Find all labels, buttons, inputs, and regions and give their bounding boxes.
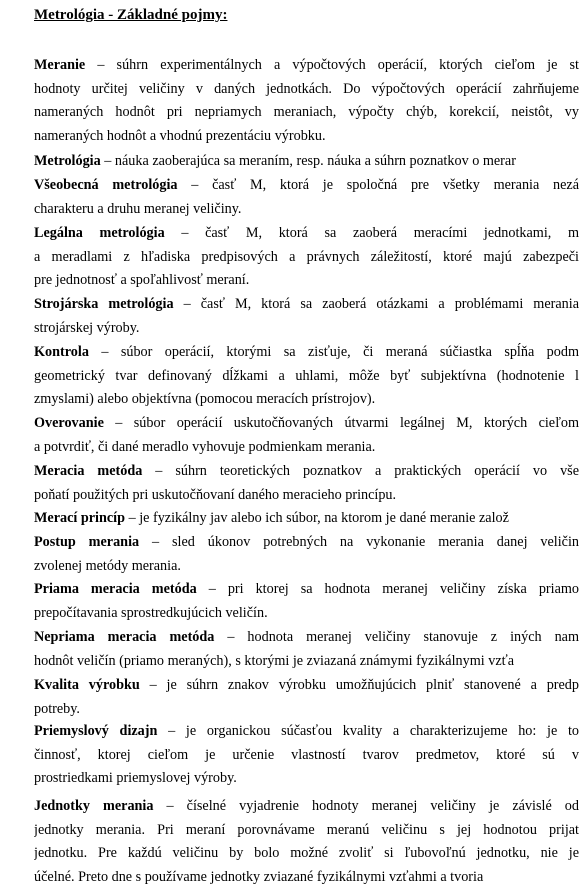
definition-entry bbox=[34, 150, 579, 174]
definition-line bbox=[34, 198, 579, 222]
definition-entry bbox=[34, 507, 579, 531]
definition-text: pre jednotnosť a spoľahlivosť meraní. bbox=[34, 272, 250, 288]
definition-text: prostriedkami priemyslovej výroby. bbox=[34, 770, 237, 786]
definition-line bbox=[34, 531, 579, 555]
definition-text: – časť M, ktorá je spoločná pre všetky merania nezá bbox=[177, 177, 579, 193]
definition-entry bbox=[34, 795, 579, 889]
definition-entry bbox=[34, 341, 579, 412]
definition-text: zmyslami) alebo objektívna (pomocou meracích prístrojov). bbox=[34, 391, 376, 407]
definition-entry bbox=[34, 174, 579, 221]
definition-line bbox=[34, 293, 579, 317]
definition-text: prepočítavania sprostredkujúcich veličín. bbox=[34, 604, 268, 621]
definition-line bbox=[34, 842, 579, 866]
definition-text: hodnoty určitej veličiny v daných jednotkách. Do výpočtových operácií zahrňujeme bbox=[34, 80, 579, 97]
definition-text: – časť M, ktorá sa zaoberá meracími jednotkami, m bbox=[164, 225, 579, 241]
definition-line bbox=[34, 269, 579, 293]
definition-line bbox=[34, 54, 579, 78]
definition-line bbox=[34, 698, 579, 722]
definition-term: Meracia metóda bbox=[34, 463, 143, 479]
definition-line bbox=[34, 507, 579, 531]
definition-term: Legálna metrológia bbox=[34, 225, 165, 241]
definition-line bbox=[34, 602, 579, 626]
definition-term: Postup merania bbox=[34, 534, 140, 550]
page-title: Metrológia - Základné pojmy: bbox=[34, 7, 228, 23]
definition-text: – súbor operácií, ktorými sa zisťuje, či meraná súčiastka spĺňa podm bbox=[88, 344, 579, 360]
definition-line bbox=[34, 819, 579, 843]
definition-text: jednotky merania. Pri meraní porovnávame meranú veličinu s jej hodnotou prijat bbox=[34, 821, 579, 838]
definition-text: – hodnota meranej veličiny stanovuje z iných nam bbox=[214, 629, 579, 645]
definition-line bbox=[34, 484, 579, 508]
definition-line bbox=[34, 101, 579, 125]
definition-text: – sled úkonov potrebných na vykonanie merania danej veličin bbox=[139, 534, 579, 550]
definition-text: činnosť, ktorej cieľom je určenie vlastností tvarov predmetov, ktoré sú v bbox=[34, 746, 579, 763]
definition-line bbox=[34, 795, 579, 819]
definition-entry bbox=[34, 674, 579, 721]
definition-text: – časť M, ktorá sa zaoberá otázkami a problémami merania bbox=[173, 296, 579, 312]
definition-entry bbox=[34, 293, 579, 340]
definition-text: poňatí použitých pri uskutočňovaní daného meracieho princípu. bbox=[34, 486, 397, 503]
definition-term: Metrológia bbox=[34, 153, 101, 169]
definition-text: geometrický tvar definovaný dĺžkami a uhlami, môže byť subjektívna (hodnotenie l bbox=[34, 367, 579, 384]
definition-text: – je súhrn znakov výrobku umožňujúcich plniť stanovené a predp bbox=[139, 677, 579, 693]
definition-term: Meranie bbox=[34, 57, 86, 73]
definition-entry bbox=[34, 222, 579, 293]
definition-text: – pri ktorej sa hodnota meranej veličiny získa priamo bbox=[196, 581, 579, 597]
definition-line bbox=[34, 720, 579, 744]
definition-text: – je fyzikálny jav alebo ich súbor, na ktorom je dané meranie založ bbox=[125, 510, 509, 526]
definition-text: charakteru a druhu meranej veličiny. bbox=[34, 200, 242, 217]
definition-line bbox=[34, 412, 579, 436]
definition-line bbox=[34, 767, 579, 791]
definition-line bbox=[34, 78, 579, 102]
definition-line bbox=[34, 150, 579, 174]
definition-text: – súbor operácií uskutočňovaných útvarmi legálnej M, ktorých cieľom bbox=[103, 415, 579, 431]
definition-text: – náuka zaoberajúca sa meraním, resp. náuka a súhrn poznatkov o merar bbox=[100, 153, 516, 169]
definition-text: – je organickou súčasťou kvality a charakterizujeme ho: je to bbox=[157, 723, 579, 739]
definition-line bbox=[34, 436, 579, 460]
definition-line bbox=[34, 650, 579, 674]
definition-entry bbox=[34, 626, 579, 673]
definition-line bbox=[34, 626, 579, 650]
definition-term: Jednotky merania bbox=[34, 798, 154, 814]
definition-term: Priemyslový dizajn bbox=[34, 723, 158, 739]
definition-text: – súhrn teoretických poznatkov a praktických operácií vo vše bbox=[142, 463, 579, 479]
definition-line bbox=[34, 388, 579, 412]
definition-text: – súhrn experimentálnych a výpočtových operácií, ktorých cieľom je st bbox=[85, 57, 579, 73]
definition-text: strojárskej výroby. bbox=[34, 319, 140, 336]
definition-term: Kontrola bbox=[34, 344, 89, 360]
definition-text: hodnôt veličín (priamo meraných), s ktorými je zviazaná známymi fyzikálnymi vzťa bbox=[34, 652, 514, 669]
definition-term: Overovanie bbox=[34, 415, 104, 431]
definition-text: a meradlami z hľadiska predpisových a právnych záležitostí, ktoré majú zabezpeči bbox=[34, 248, 579, 265]
definition-entry bbox=[34, 54, 579, 148]
definition-line bbox=[34, 555, 579, 579]
definition-term: Priama meracia metóda bbox=[34, 581, 197, 597]
definition-text: nameraných hodnôt a vhodnú prezentáciu výrobku. bbox=[34, 127, 326, 144]
definition-line bbox=[34, 866, 579, 889]
definition-text: zvolenej metódy merania. bbox=[34, 557, 181, 574]
definition-term: Nepriama meracia metóda bbox=[34, 629, 215, 645]
definition-entry bbox=[34, 720, 579, 791]
definition-entry bbox=[34, 531, 579, 578]
definition-text: účelné. Preto dne s používame jednotky zviazané fyzikálnymi vzťahmi a tvoria bbox=[34, 868, 484, 885]
definition-text: – číselné vyjadrenie hodnoty meranej veličiny je závislé od bbox=[153, 798, 579, 814]
definition-text: jednotku. Pre každú veličinu by bolo možné zvoliť si ľubovoľnú jednotku, nie je bbox=[34, 845, 579, 861]
definition-line bbox=[34, 744, 579, 768]
definition-term: Kvalita výrobku bbox=[34, 677, 140, 693]
definition-text: nameraných hodnôt pri nepriamych meraniach, výpočty chýb, korekcií, neistôt, vy bbox=[34, 104, 579, 120]
definition-line bbox=[34, 365, 579, 389]
definition-line bbox=[34, 125, 579, 149]
definition-text: a potvrdiť, či dané meradlo vyhovuje podmienkam merania. bbox=[34, 438, 376, 455]
definition-line bbox=[34, 174, 579, 198]
definition-term: Strojárska metrológia bbox=[34, 296, 174, 312]
definition-line bbox=[34, 341, 579, 365]
definition-line bbox=[34, 246, 579, 270]
definition-entry bbox=[34, 578, 579, 625]
definition-line bbox=[34, 674, 579, 698]
definition-line bbox=[34, 460, 579, 484]
definition-entry bbox=[34, 460, 579, 507]
definition-term: Všeobecná metrológia bbox=[34, 177, 178, 193]
definition-line bbox=[34, 317, 579, 341]
definition-line bbox=[34, 578, 579, 602]
definition-text: potreby. bbox=[34, 700, 80, 717]
definition-entry bbox=[34, 412, 579, 459]
definition-term: Merací princíp bbox=[34, 510, 126, 526]
definition-line bbox=[34, 222, 579, 246]
